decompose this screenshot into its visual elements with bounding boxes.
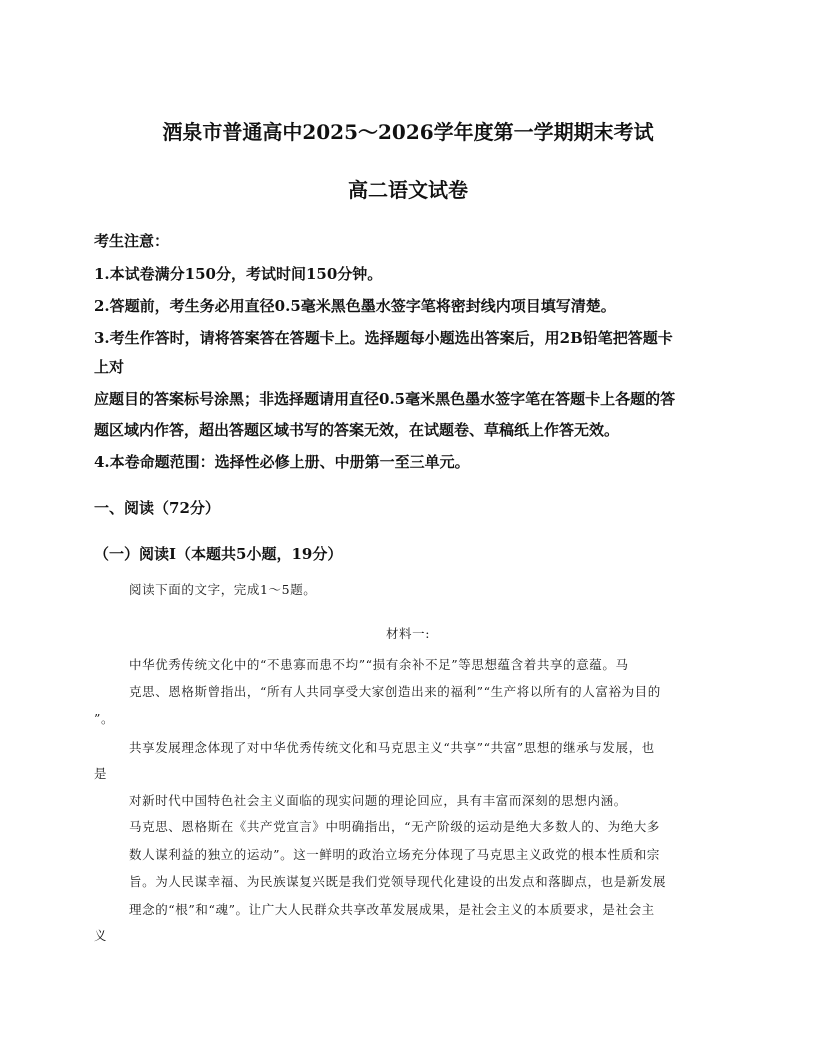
passage-line: 理念的“根”和“魂”。让广大人民群众共享改革发展成果，是社会主义的本质要求，是社会主 [129, 902, 655, 917]
notice-line-3-cont3: 题区域内作答，超出答题区域书写的答案无效，在试题卷、草稿纸上作答无效。 [94, 421, 620, 439]
notice-line-1: 1.本试卷满分150分，考试时间150分钟。 [94, 265, 383, 283]
notice-line-3-cont2: 应题目的答案标号涂黑；非选择题请用直径0.5毫米黑色墨水签字笔在答题卡上各题的答 [94, 390, 676, 408]
passage-line: 义 [94, 928, 108, 943]
passage-line: 中华优秀传统文化中的“不患寡而患不均”“损有余补不足”等思想蕴含着共享的意蕴。马 [129, 657, 629, 672]
notice-line-3-cont: 上对 [94, 358, 125, 376]
notice-heading: 考生注意： [94, 232, 170, 250]
exam-subtitle: 高二语文试卷 [348, 178, 468, 202]
passage-line: 对新时代中国特色社会主义面临的现实问题的理论回应，具有丰富而深刻的思想内涵。 [129, 793, 627, 808]
notice-line-2: 2.答题前，考生务必用直径0.5毫米黑色墨水签字笔将密封线内项目填写清楚。 [94, 297, 616, 315]
passage-line: 是 [94, 766, 108, 781]
section-heading-reading: 一、阅读（72分） [94, 499, 220, 517]
notice-line-3: 3.考生作答时，请将答案答在答题卡上。选择题每小题选出答案后，用2B铅笔把答题卡 [94, 329, 673, 347]
passage-line: 克思、恩格斯曾指出，“所有人共同享受大家创造出来的福利”“生产将以所有的人富裕为目的 [129, 684, 661, 699]
passage-line: ”。 [94, 711, 115, 726]
material-label: 材料一: [385, 626, 431, 641]
subsection-heading-reading-1: （一）阅读Ⅰ（本题共5小题，19分） [94, 545, 343, 563]
passage-line: 共享发展理念体现了对中华优秀传统文化和马克思主义“共享”“共富”思想的继承与发展，也 [129, 740, 655, 755]
passage-line: 马克思、恩格斯在《共产党宣言》中明确指出，“无产阶级的运动是绝大多数人的、为绝大多 [129, 819, 660, 834]
notice-line-4: 4.本卷命题范围：选择性必修上册、中册第一至三单元。 [94, 453, 470, 471]
passage-line: 数人谋利益的独立的运动”。这一鲜明的政治立场充分体现了马克思主义政党的根本性质和宗 [129, 847, 660, 862]
exam-title: 酒泉市普通高中2025～2026学年度第一学期期末考试 [162, 120, 654, 144]
passage-line: 旨。为人民谋幸福、为民族谋复兴既是我们党领导现代化建设的出发点和落脚点，也是新发展 [129, 874, 667, 889]
reading-instruction: 阅读下面的文字，完成1～5题。 [129, 582, 317, 597]
